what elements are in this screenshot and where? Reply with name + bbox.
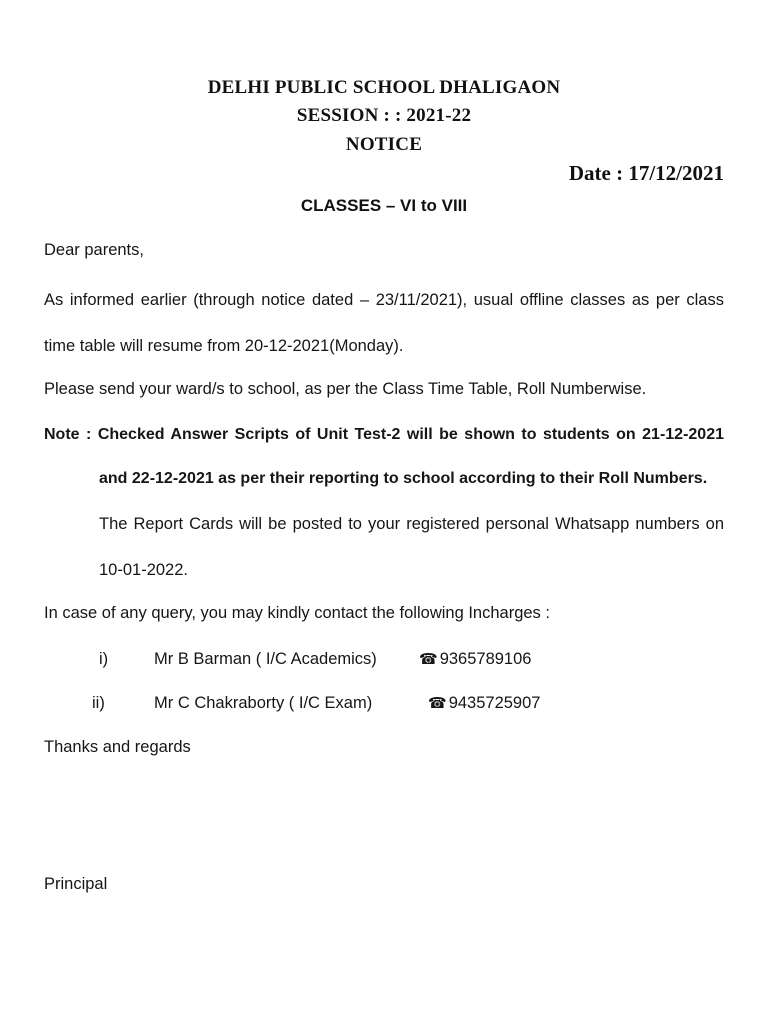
contact-index: i) xyxy=(99,650,109,668)
school-name: DELHI PUBLIC SCHOOL DHALIGAON xyxy=(207,77,561,98)
telephone-icon: ☎ xyxy=(419,650,438,668)
notice-date: Date : 17/12/2021 xyxy=(568,161,724,185)
report-line: The Report Cards will be posted to your registered personal Whatsapp numbers on xyxy=(99,515,724,533)
report-line: 10-01-2022. xyxy=(99,561,188,579)
signature-principal: Principal xyxy=(44,875,108,893)
contact-index: ii) xyxy=(92,694,105,712)
contact-name: Mr C Chakraborty ( I/C Exam) xyxy=(154,694,373,712)
telephone-icon: ☎ xyxy=(428,694,447,712)
paragraph-line: Please send your ward/s to school, as per the Class Time Table, Roll Numberwise. xyxy=(44,380,647,398)
classes-heading: CLASSES – VI to VIII xyxy=(300,196,468,215)
session-line: SESSION : : 2021-22 xyxy=(296,105,472,126)
contact-phone: 9365789106 xyxy=(439,650,532,668)
paragraph-line: As informed earlier (through notice dated – 23/11/2021), usual offline classes as per class xyxy=(44,291,724,309)
note-line: and 22-12-2021 as per their reporting to school according to their Roll Numbers. xyxy=(99,470,708,487)
note-line: Note : Checked Answer Scripts of Unit Test-2 will be shown to students on 21-12-2021 xyxy=(44,426,724,443)
query-line: In case of any query, you may kindly contact the following Incharges : xyxy=(44,604,550,622)
closing-thanks: Thanks and regards xyxy=(44,738,191,756)
contact-name: Mr B Barman ( I/C Academics) xyxy=(154,650,377,668)
salutation: Dear parents, xyxy=(44,241,144,259)
notice-title: NOTICE xyxy=(345,134,423,155)
paragraph-line: time table will resume from 20-12-2021(Monday). xyxy=(44,337,404,355)
contact-phone: 9435725907 xyxy=(448,694,541,712)
